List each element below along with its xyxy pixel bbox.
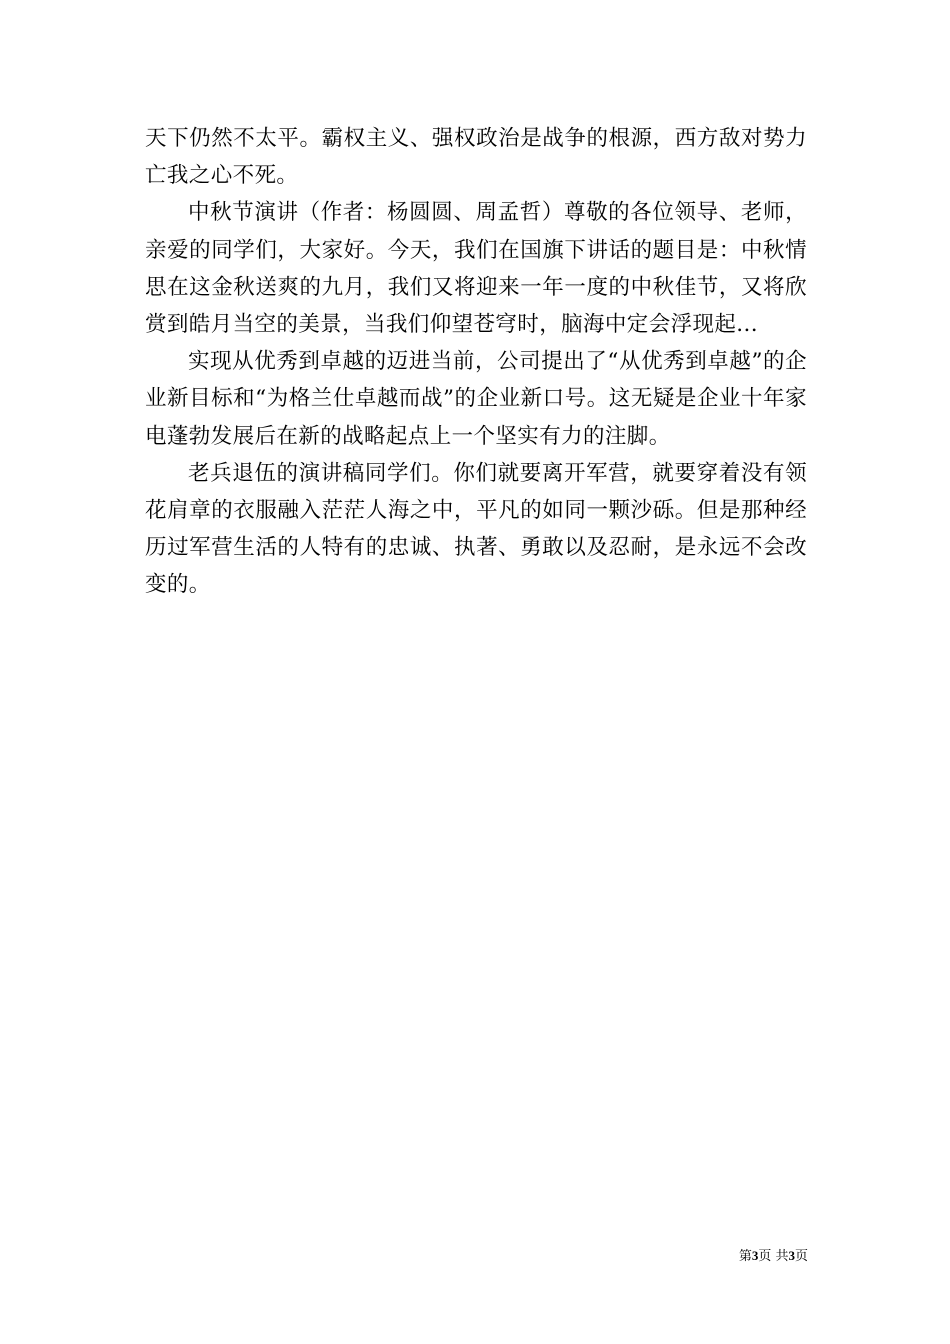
page-number-footer [690,1247,808,1266]
document-body [145,120,807,604]
footer-prefix: 第 [738,1249,752,1264]
footer-middle: 页 共 [758,1249,789,1264]
paragraph-mid-autumn-speech: 中秋节演讲（作者：杨圆圆、周孟哲）尊敬的各位领导、老师，亲爱的同学们，大家好。今天，我们在国旗下讲话的题目是：中秋情思在这金秋送爽的九月，我们又将迎来一年一度的中秋佳节，又将欣赏到皓月当空的美景，当我们仰望苍穹时，脑海中定会浮现起... [145,200,807,338]
footer-suffix: 页 [794,1249,808,1264]
paragraph-veteran-speech: 老兵退伍的演讲稿同学们。你们就要离开军营，就要穿着没有领花肩章的衣服融入茫茫人海之中，平凡的如同一颗沙砾。但是那种经历过军营生活的人特有的忠诚、执著、勇敢以及忍耐，是永远不会改变的。 [145,460,807,598]
paragraph-continuation: 天下仍然不太平。霸权主义、强权政治是战争的根源，西方敌对势力亡我之心不死。 [145,126,807,189]
footer-total-pages: 3 [788,1248,795,1263]
paragraph-excellence: 实现从优秀到卓越的迈进当前，公司提出了“从优秀到卓越”的企业新目标和“为格兰仕卓越而战”的企业新口号。这无疑是企业十年家电蓬勃发展后在新的战略起点上一个坚实有力的注脚。 [145,349,807,449]
footer-current-page: 3 [751,1248,759,1263]
